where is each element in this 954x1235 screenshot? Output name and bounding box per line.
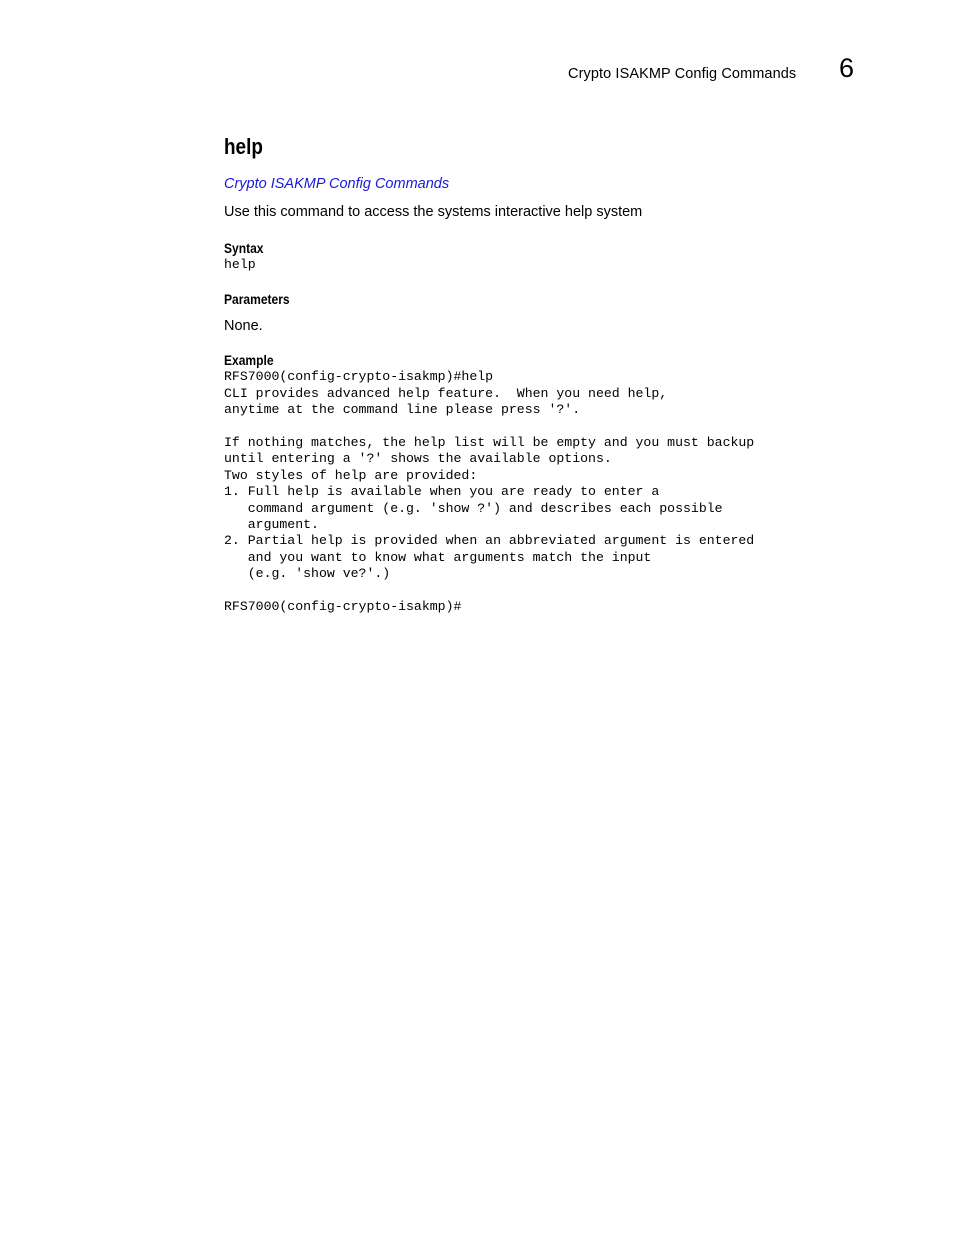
- parameters-text: None.: [224, 318, 263, 335]
- syntax-code-block: help: [224, 257, 256, 272]
- command-description: Use this command to access the systems interactive help system: [224, 204, 643, 220]
- page-title: help: [224, 134, 263, 159]
- example-heading: Example: [224, 352, 274, 369]
- syntax-heading: Syntax: [224, 240, 264, 256]
- breadcrumb-link[interactable]: Crypto ISAKMP Config Commands: [224, 176, 450, 192]
- parameters-heading: Parameters: [224, 291, 290, 308]
- chapter-number: 6: [839, 53, 855, 83]
- running-header-title: Crypto ISAKMP Config Commands: [568, 66, 797, 82]
- example-code-block: RFS7000(config-crypto-isakmp)#help CLI provides advanced help feature. When you need help, anytime at the command line please press '?'. If nothing matches, the help list will be empty and you must backup until entering a '?' shows the available options. Two styles of help are provided: 1. Full help is available when you are ready to enter a command argument (e.g. 'show ?') and describes each possible argument. 2. Partial help is provided when an abbreviated argument is entered and you want to know what arguments match the input (e.g. 'show ve?'.) RFS7000(config-crypto-isakmp)#: [224, 369, 755, 615]
- main-content: [224, 131, 844, 616]
